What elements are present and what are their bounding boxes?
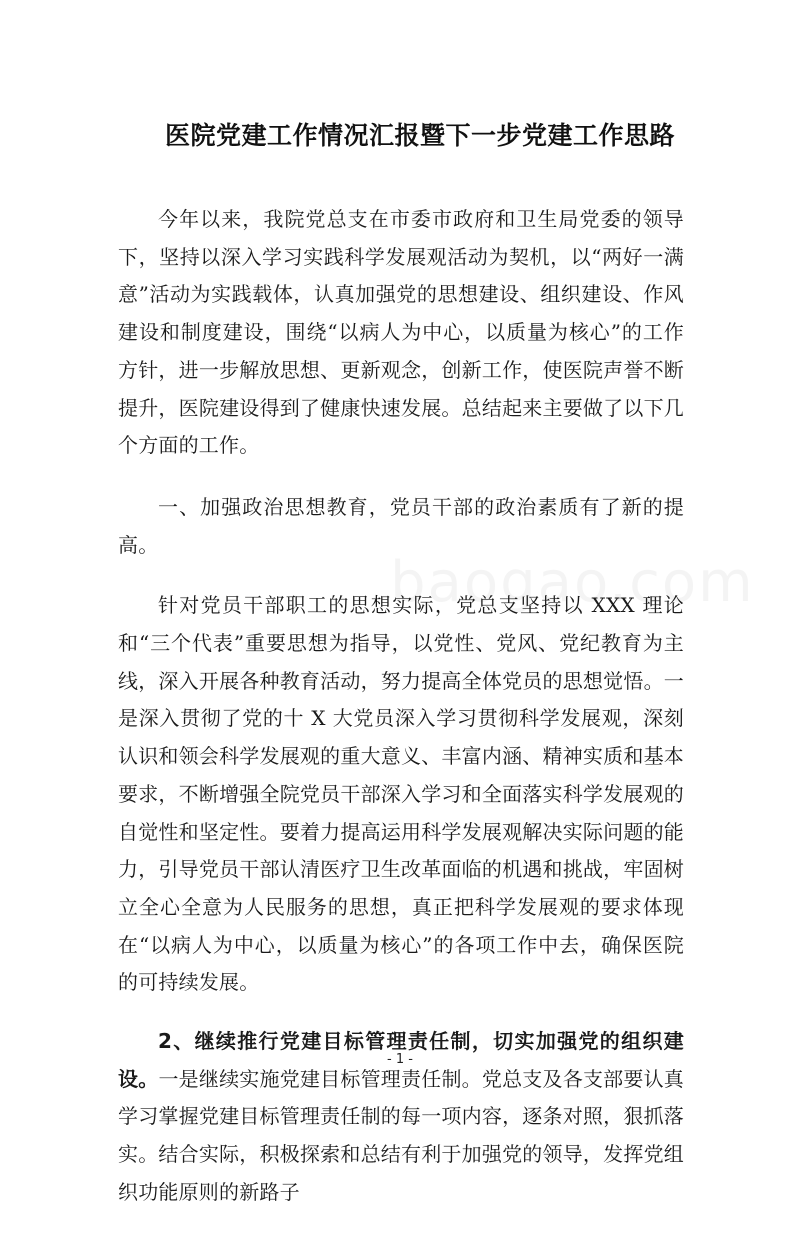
document-body [118, 201, 684, 1236]
page-number: - 1 - [387, 1052, 413, 1067]
page-title: 医院党建工作情况汇报暨下一步党建工作思路 [164, 120, 675, 150]
paragraph-intro: 今年以来，我院党总支在市委市政府和卫生局党委的领导下，坚持以深入学习实践科学发展观活动为契机，以“两好一满意”活动为实践载体，认真加强党的思想建设、组织建设、作风建设和制度建设，围绕“以病人为中心，以质量为核心”的工作方针，进一步解放思想、更新观念，创新工作，使医院声誉不断提升，医院建设得到了健康快速发展。总结起来主要做了以下几个方面的工作。 [118, 207, 684, 458]
paragraph-section-1: 针对党员干部职工的思想实际，党总支坚持以 XXX 理论和“三个代表”重要思想为指导，以党性、党风、党纪教育为主线，深入开展各种教育活动，努力提高全体党员的思想觉悟。一是深入贯彻了党的十 X 大党员深入学习贯彻科学发展观，深刻认识和领会科学发展观的重大意义、丰富内涵、精神实质和基本要求，不断增强全院党员干部深入学习和全面落实科学发展观的自觉性和坚定性。要着力提高运用科学发展观解决实际问题的能力，引导党员干部认清医疗卫生改革面临的机遇和挑战，牢固树立全心全意为人民服务的思想，真正把科学发展观的要求体现在“以病人为中心，以质量为核心”的各项工作中去，确保医院的可持续发展。 [118, 593, 684, 995]
section-heading-1: 一、加强政治思想教育，党员干部的政治素质有了新的提高。 [118, 494, 684, 557]
paragraph-section-2-text: 一是继续实施党建目标管理责任制。党总支及各支部要认真学习掌握党建目标管理责任制的每一项内容，逐条对照，狠抓落实。结合实际，积极探索和总结有利于加强党的领导，发挥党组织功能原则的新路子 [118, 1066, 684, 1204]
section-heading-2: 2、继续推行党建目标管理责任制，切实加强党的组织建设。 [118, 1029, 684, 1091]
